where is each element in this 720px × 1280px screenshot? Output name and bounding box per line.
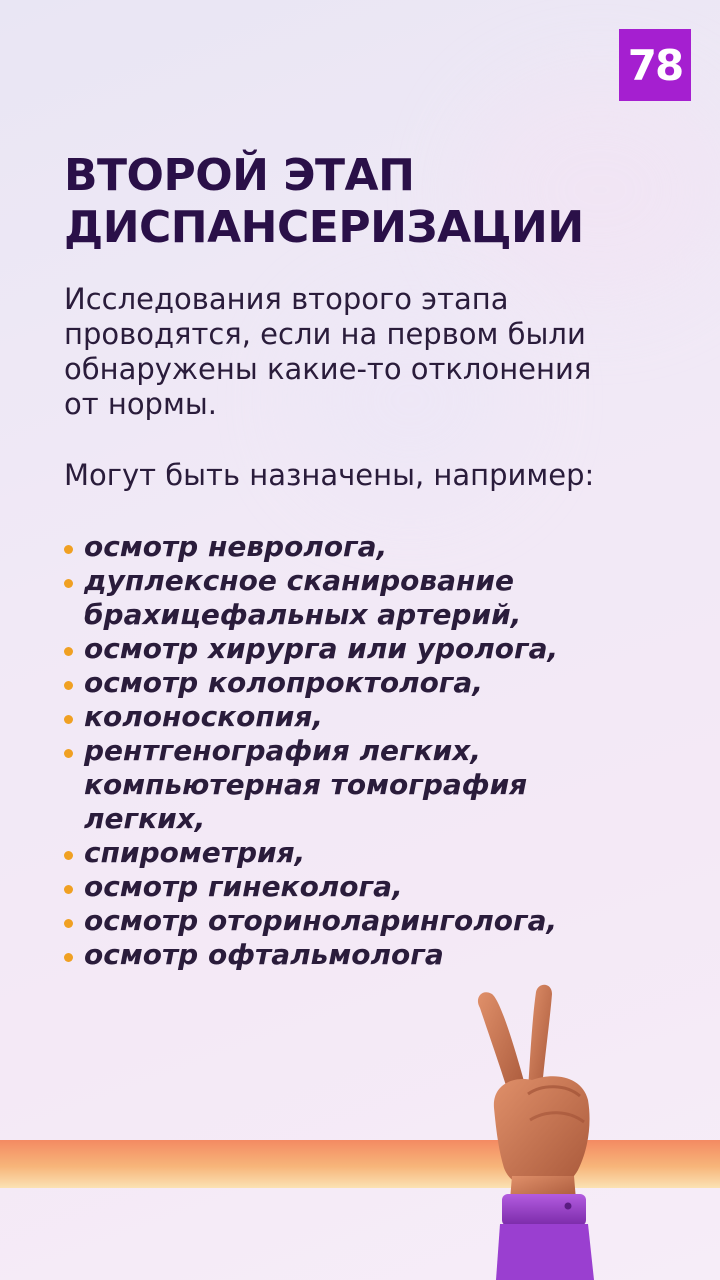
bullet-icon bbox=[64, 851, 73, 860]
list-item-line: рентгенография легких, bbox=[84, 734, 481, 767]
bullet-icon bbox=[64, 919, 73, 928]
list-item bbox=[64, 530, 558, 564]
list-item-line: осмотр хирурга или уролога, bbox=[84, 632, 559, 665]
bullet-icon bbox=[64, 749, 73, 758]
list-item bbox=[64, 564, 558, 632]
list-lead: Могут быть назначены, например: bbox=[64, 458, 595, 492]
page-title bbox=[64, 150, 584, 254]
victory-hand-icon bbox=[470, 980, 620, 1280]
list-item bbox=[64, 836, 558, 870]
intro-line: Исследования второго этапа bbox=[64, 282, 509, 316]
intro-line: от нормы. bbox=[64, 387, 217, 421]
list-item-line: осмотр невролога, bbox=[84, 530, 388, 563]
list-item-line: осмотр офтальмолога bbox=[84, 938, 444, 971]
title-line: ВТОРОЙ ЭТАП bbox=[64, 150, 415, 201]
intro-line: проводятся, если на первом были bbox=[64, 317, 586, 351]
list-item bbox=[64, 904, 558, 938]
list-item-line: компьютерная томография bbox=[84, 768, 528, 801]
bullet-icon bbox=[64, 715, 73, 724]
list-item-line: осмотр колопроктолога, bbox=[84, 666, 483, 699]
list-item-line: легких, bbox=[84, 802, 206, 835]
intro-text bbox=[64, 282, 704, 422]
intro-line: обнаружены какие-то отклонения bbox=[64, 352, 592, 386]
list-item-line: спирометрия, bbox=[84, 836, 306, 869]
bullet-icon bbox=[64, 953, 73, 962]
list-item bbox=[64, 666, 558, 700]
bullet-icon bbox=[64, 545, 73, 554]
list-item-line: брахицефальных артерий, bbox=[84, 598, 522, 631]
list-item bbox=[64, 632, 558, 666]
list-item bbox=[64, 734, 558, 836]
bullet-icon bbox=[64, 885, 73, 894]
title-line: ДИСПАНСЕРИЗАЦИИ bbox=[64, 202, 584, 253]
list-item-line: колоноскопия, bbox=[84, 700, 323, 733]
logo-text: 78 bbox=[627, 40, 683, 90]
bullet-icon bbox=[64, 681, 73, 690]
examinations-list bbox=[64, 530, 558, 972]
bullet-icon bbox=[64, 647, 73, 656]
list-item bbox=[64, 870, 558, 904]
list-item-line: осмотр гинеколога, bbox=[84, 870, 403, 903]
list-item-line: дуплексное сканирование bbox=[84, 564, 514, 597]
list-item-line: осмотр оториноларинголога, bbox=[84, 904, 558, 937]
list-item bbox=[64, 700, 558, 734]
channel-logo[interactable] bbox=[619, 29, 691, 101]
bullet-icon bbox=[64, 579, 73, 588]
list-item bbox=[64, 938, 558, 972]
